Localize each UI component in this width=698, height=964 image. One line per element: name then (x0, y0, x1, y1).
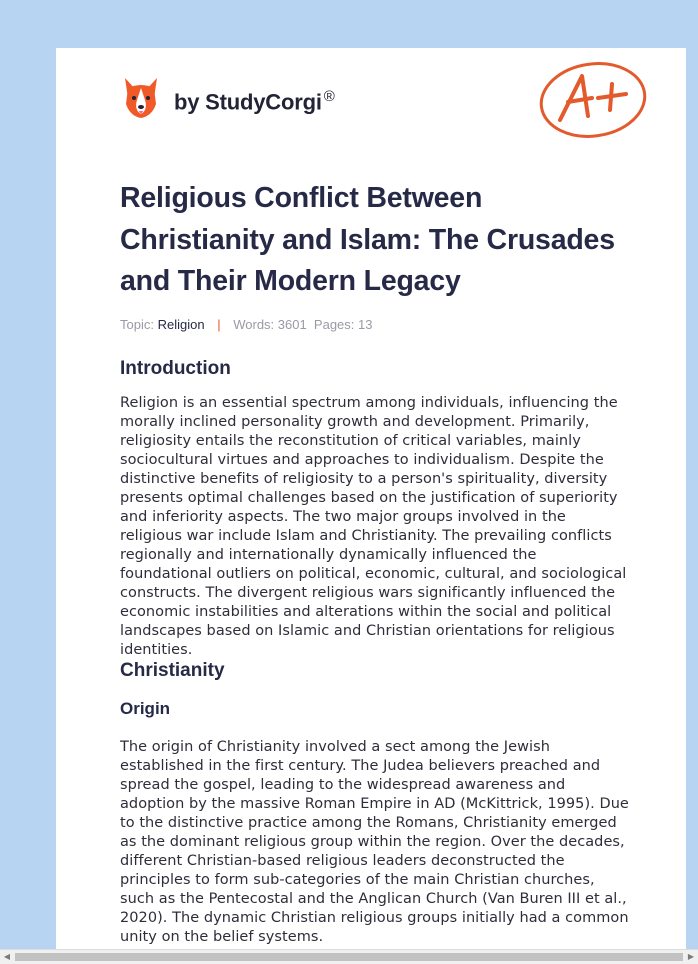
introduction-paragraph: Religion is an essential spectrum among individuals, influencing the morally inclined personality growth and development. Primarily, religiosity entails the reconstitution of critical variables, mainly sociocultural virtues and approaches to individualism. Despite the distinctive benefits of religiosity to a person's spirituality, diversity presents optimal challenges based on the justification of superiority and inferiority aspects. The two major groups involved in the religious war include Islam and Christianity. The prevailing conflicts regionally and internationally dynamically influenced the foundational outliers on political, economic, cultural, and sociological constructs. The divergent religious wars significantly influenced the economic instabilities and alterations within the social and political landscapes based on Islamic and Christian orientations for religious identities. (120, 394, 627, 658)
corgi-logo-icon (122, 76, 160, 120)
article-content (120, 178, 632, 947)
page-count: Pages: 13 (313, 316, 373, 332)
section-heading-christianity: Christianity (120, 659, 225, 681)
topic-label: Topic: (120, 316, 154, 332)
meta-separator: | (217, 316, 221, 332)
subsection-heading-origin: Origin (120, 698, 171, 718)
document-page (56, 48, 686, 964)
brand-logo[interactable] (122, 76, 335, 120)
grade-a-plus-stamp (538, 58, 648, 138)
scroll-right-icon[interactable]: ▶ (687, 952, 695, 961)
registered-mark: ® (323, 88, 335, 106)
article-meta (120, 317, 632, 332)
horizontal-scrollbar[interactable] (0, 949, 698, 964)
brand-name: by StudyCorgi ® (174, 88, 335, 115)
origin-paragraph: The origin of Christianity involved a sect among the Jewish established in the first century. The Judea believers preached and spread the gospel, leading to the widespread awareness and adoption by the massive Roman Empire in AD (McKittrick, 1995). Due to the distinctive practice among the Romans, Christianity emerged as the dominant religious group within the region. Over the decades, different Christian-based religious leaders deconstructed the principles to form sub-categories of the main Christian churches, such as the Pentecostal and the Anglican Church (Van Buren III et al., 2020). The dynamic Christian religious groups initially had a common unity on the belief systems. (120, 738, 629, 945)
scrollbar-thumb[interactable] (15, 953, 683, 961)
scroll-left-icon[interactable]: ◀ (3, 952, 11, 961)
section-heading-introduction: Introduction (120, 357, 231, 379)
word-count: Words: 3601 (233, 316, 307, 332)
page-title: Religious Conflict Between Christianity and Islam: The Crusades and Their Modern Legacy (120, 182, 615, 297)
topic-link[interactable]: Religion (157, 316, 205, 332)
